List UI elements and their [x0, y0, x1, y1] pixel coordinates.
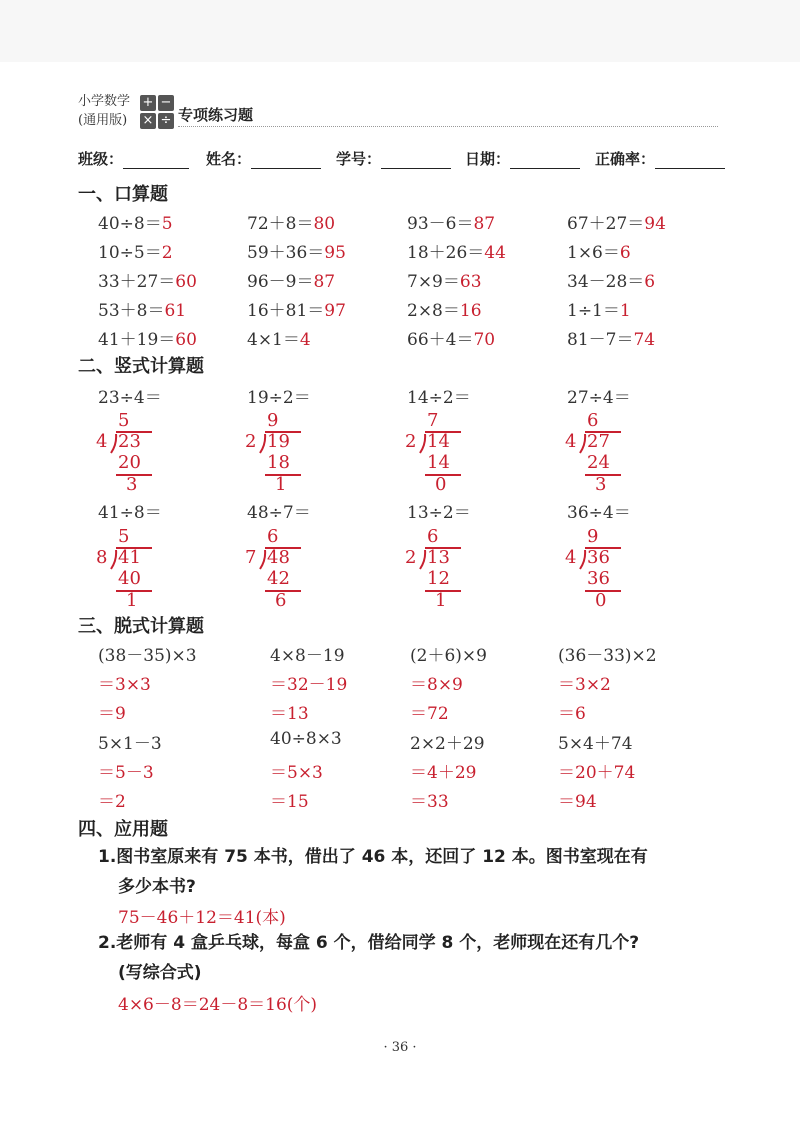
- stepwise-question: 4×8－19: [270, 646, 345, 666]
- mental-answer: 74: [633, 330, 656, 350]
- problem-1-answer: 75－46＋12＝41(本): [118, 908, 286, 928]
- remainder: 1: [275, 474, 287, 495]
- stepwise-step2: ＝6: [558, 704, 586, 724]
- mental-item: [407, 209, 495, 234]
- name-field[interactable]: 姓名：: [206, 148, 321, 169]
- accuracy-field[interactable]: 正确率：: [595, 148, 725, 169]
- bracket-stroke: [111, 434, 116, 453]
- mental-item: [98, 209, 173, 234]
- long-division: [405, 526, 495, 626]
- mental-answer: 1: [619, 301, 631, 321]
- brand: [78, 92, 130, 130]
- mental-question: 67＋27＝: [567, 214, 645, 234]
- mental-answer: 4: [299, 330, 311, 350]
- remainder: 1: [435, 590, 447, 611]
- division-question: 19÷2＝: [247, 388, 311, 408]
- division-question: 23÷4＝: [98, 388, 162, 408]
- mental-item: [98, 296, 186, 321]
- division-question: 41÷8＝: [98, 503, 162, 523]
- mental-item: [247, 238, 346, 263]
- times-icon: ×: [140, 113, 156, 129]
- product: 36: [587, 568, 610, 589]
- quotient: 6: [587, 410, 599, 431]
- problem-2-line1: 2.老师有 4 盒乒乓球，每盒 6 个，借给同学 8 个，老师现在还有几个?: [98, 933, 640, 953]
- plus-icon: +: [140, 95, 156, 111]
- quotient: 5: [118, 410, 130, 431]
- long-division: [245, 526, 335, 626]
- dividend: 13: [427, 547, 450, 568]
- page-number: · 36 ·: [383, 1040, 417, 1055]
- brand-line2: (通用版): [78, 113, 128, 128]
- operators-logo: [140, 95, 174, 129]
- dividend: 14: [427, 431, 450, 452]
- problem-1-line1: 1.图书室原来有 75 本书，借出了 46 本，还回了 12 本。图书室现在有: [98, 847, 648, 867]
- dividend: 27: [587, 431, 610, 452]
- remainder: 6: [275, 590, 287, 611]
- mental-answer: 61: [164, 301, 187, 321]
- quotient: 7: [427, 410, 439, 431]
- quotient: 9: [267, 410, 279, 431]
- mental-answer: 97: [324, 301, 346, 321]
- divisor: 2: [405, 547, 417, 568]
- stepwise-question: 5×4＋74: [558, 734, 633, 754]
- problem-1-line2: 多少本书?: [118, 877, 196, 897]
- problem-1: [98, 842, 738, 902]
- mental-item: [98, 267, 197, 292]
- class-field[interactable]: 班级：: [78, 148, 189, 169]
- stepwise-step1: ＝8×9: [410, 675, 463, 695]
- stepwise-step1: ＝4＋29: [410, 763, 477, 783]
- bracket-stroke: [111, 550, 116, 569]
- mental-question: 1÷1＝: [567, 301, 620, 321]
- divisor: 4: [565, 547, 577, 568]
- dividend: 23: [118, 431, 141, 452]
- dividend: 19: [267, 431, 290, 452]
- mental-question: 81－7＝: [567, 330, 634, 350]
- stepwise-question: (2＋6)×9: [410, 646, 487, 666]
- mental-answer: 80: [313, 214, 336, 234]
- remainder: 3: [126, 474, 138, 495]
- product: 18: [267, 452, 290, 473]
- mental-question: 2×8＝: [407, 301, 460, 321]
- mental-answer: 44: [484, 243, 506, 263]
- quotient: 9: [587, 526, 599, 547]
- product: 42: [267, 568, 290, 589]
- product: 20: [118, 452, 141, 473]
- stepwise-step2: ＝72: [410, 704, 449, 724]
- stepwise-question: (36－33)×2: [558, 646, 657, 666]
- quotient: 6: [427, 526, 439, 547]
- stepwise-step2: ＝15: [270, 792, 309, 812]
- stepwise-step2: ＝9: [98, 704, 126, 724]
- mental-question: 10÷5＝: [98, 243, 162, 263]
- stepwise-step2: ＝33: [410, 792, 449, 812]
- mental-answer: 6: [619, 243, 631, 263]
- stepwise-step1: ＝3×2: [558, 675, 611, 695]
- long-division: [565, 526, 655, 626]
- student-no-field[interactable]: 学号：: [336, 148, 451, 169]
- stepwise-question: (38－35)×3: [98, 646, 197, 666]
- mental-answer: 60: [175, 272, 197, 292]
- product: 12: [427, 568, 450, 589]
- mental-item: [98, 325, 197, 350]
- brand-line1: 小学数学: [78, 94, 131, 109]
- long-division: [96, 410, 186, 510]
- mental-question: 72＋8＝: [247, 214, 314, 234]
- stepwise-question: 40÷8×3: [270, 729, 342, 749]
- mental-answer: 95: [324, 243, 346, 263]
- long-division: [245, 410, 335, 510]
- product: 40: [118, 568, 141, 589]
- mental-answer: 5: [161, 214, 173, 234]
- mental-question: 7×9＝: [407, 272, 460, 292]
- section-word-problems: 四、应用题: [78, 819, 168, 840]
- bracket-stroke: [260, 434, 265, 453]
- divisor: 4: [96, 431, 108, 452]
- mental-item: [407, 238, 506, 263]
- stepwise-step1: ＝32－19: [270, 675, 348, 695]
- stepwise-step1: ＝5－3: [98, 763, 154, 783]
- divisor: 4: [565, 431, 577, 452]
- dividend: 41: [118, 547, 141, 568]
- header-title: 专项练习题: [178, 106, 254, 124]
- mental-question: 16＋81＝: [247, 301, 325, 321]
- long-division: [96, 526, 186, 626]
- mental-answer: 63: [459, 272, 482, 292]
- mental-answer: 70: [473, 330, 496, 350]
- stepwise-question: 2×2＋29: [410, 734, 485, 754]
- divisor: 2: [245, 431, 257, 452]
- division-question: 14÷2＝: [407, 388, 471, 408]
- stepwise-step2: ＝13: [270, 704, 309, 724]
- divide-icon: ÷: [158, 113, 174, 129]
- bracket-stroke: [580, 550, 585, 569]
- bracket-stroke: [260, 550, 265, 569]
- mental-item: [98, 238, 173, 263]
- section-stepwise: 三、脱式计算题: [78, 616, 204, 637]
- mental-question: 53＋8＝: [98, 301, 165, 321]
- remainder: 0: [595, 590, 607, 611]
- mental-item: [407, 325, 495, 350]
- top-band: [0, 0, 800, 62]
- division-question: 27÷4＝: [567, 388, 631, 408]
- mental-question: 40÷8＝: [98, 214, 162, 234]
- remainder: 0: [435, 474, 447, 495]
- page-header: [78, 92, 718, 132]
- problem-2-line2: (写综合式): [118, 963, 202, 983]
- minus-icon: −: [158, 95, 174, 111]
- division-question: 36÷4＝: [567, 503, 631, 523]
- mental-item: [567, 238, 631, 263]
- bracket-stroke: [420, 550, 425, 569]
- mental-item: [407, 296, 482, 321]
- mental-question: 41＋19＝: [98, 330, 176, 350]
- long-division: [405, 410, 495, 510]
- mental-item: [247, 267, 335, 292]
- header-rule: [178, 126, 718, 127]
- product: 24: [587, 452, 610, 473]
- section-mental-math: 一、口算题: [78, 184, 168, 205]
- stepwise-step1: ＝20＋74: [558, 763, 636, 783]
- mental-item: [567, 267, 655, 292]
- product: 14: [427, 452, 450, 473]
- mental-question: 93－6＝: [407, 214, 474, 234]
- mental-question: 4×1＝: [247, 330, 300, 350]
- dividend: 48: [267, 547, 290, 568]
- remainder: 3: [595, 474, 607, 495]
- mental-item: [567, 325, 655, 350]
- divisor: 7: [245, 547, 257, 568]
- mental-answer: 2: [161, 243, 173, 263]
- mental-item: [567, 296, 631, 321]
- mental-question: 1×6＝: [567, 243, 620, 263]
- stepwise-step1: ＝3×3: [98, 675, 151, 695]
- mental-question: 33＋27＝: [98, 272, 176, 292]
- mental-item: [567, 209, 666, 234]
- stepwise-step1: ＝5×3: [270, 763, 323, 783]
- mental-item: [247, 325, 311, 350]
- date-field[interactable]: 日期：: [465, 148, 580, 169]
- remainder: 1: [126, 590, 138, 611]
- divisor: 8: [96, 547, 108, 568]
- problem-2: [98, 928, 738, 988]
- mental-answer: 16: [459, 301, 482, 321]
- bracket-stroke: [420, 434, 425, 453]
- mental-item: [247, 209, 335, 234]
- divisor: 2: [405, 431, 417, 452]
- mental-answer: 94: [644, 214, 666, 234]
- stepwise-question: 5×1－3: [98, 734, 162, 754]
- division-question: 48÷7＝: [247, 503, 311, 523]
- long-division: [565, 410, 655, 510]
- mental-item: [407, 267, 482, 292]
- division-question: 13÷2＝: [407, 503, 471, 523]
- mental-answer: 6: [644, 272, 656, 292]
- mental-question: 18＋26＝: [407, 243, 485, 263]
- mental-answer: 87: [473, 214, 496, 234]
- bracket-stroke: [580, 434, 585, 453]
- mental-question: 96－9＝: [247, 272, 314, 292]
- mental-answer: 87: [313, 272, 336, 292]
- mental-question: 34－28＝: [567, 272, 645, 292]
- stepwise-step2: ＝2: [98, 792, 126, 812]
- quotient: 6: [267, 526, 279, 547]
- dividend: 36: [587, 547, 610, 568]
- stepwise-step2: ＝94: [558, 792, 597, 812]
- student-info: [78, 148, 728, 172]
- mental-question: 59＋36＝: [247, 243, 325, 263]
- mental-question: 66＋4＝: [407, 330, 474, 350]
- problem-2-answer: 4×6－8＝24－8＝16(个): [118, 995, 318, 1015]
- mental-item: [247, 296, 346, 321]
- section-vertical-division: 二、竖式计算题: [78, 356, 204, 377]
- mental-answer: 60: [175, 330, 197, 350]
- quotient: 5: [118, 526, 130, 547]
